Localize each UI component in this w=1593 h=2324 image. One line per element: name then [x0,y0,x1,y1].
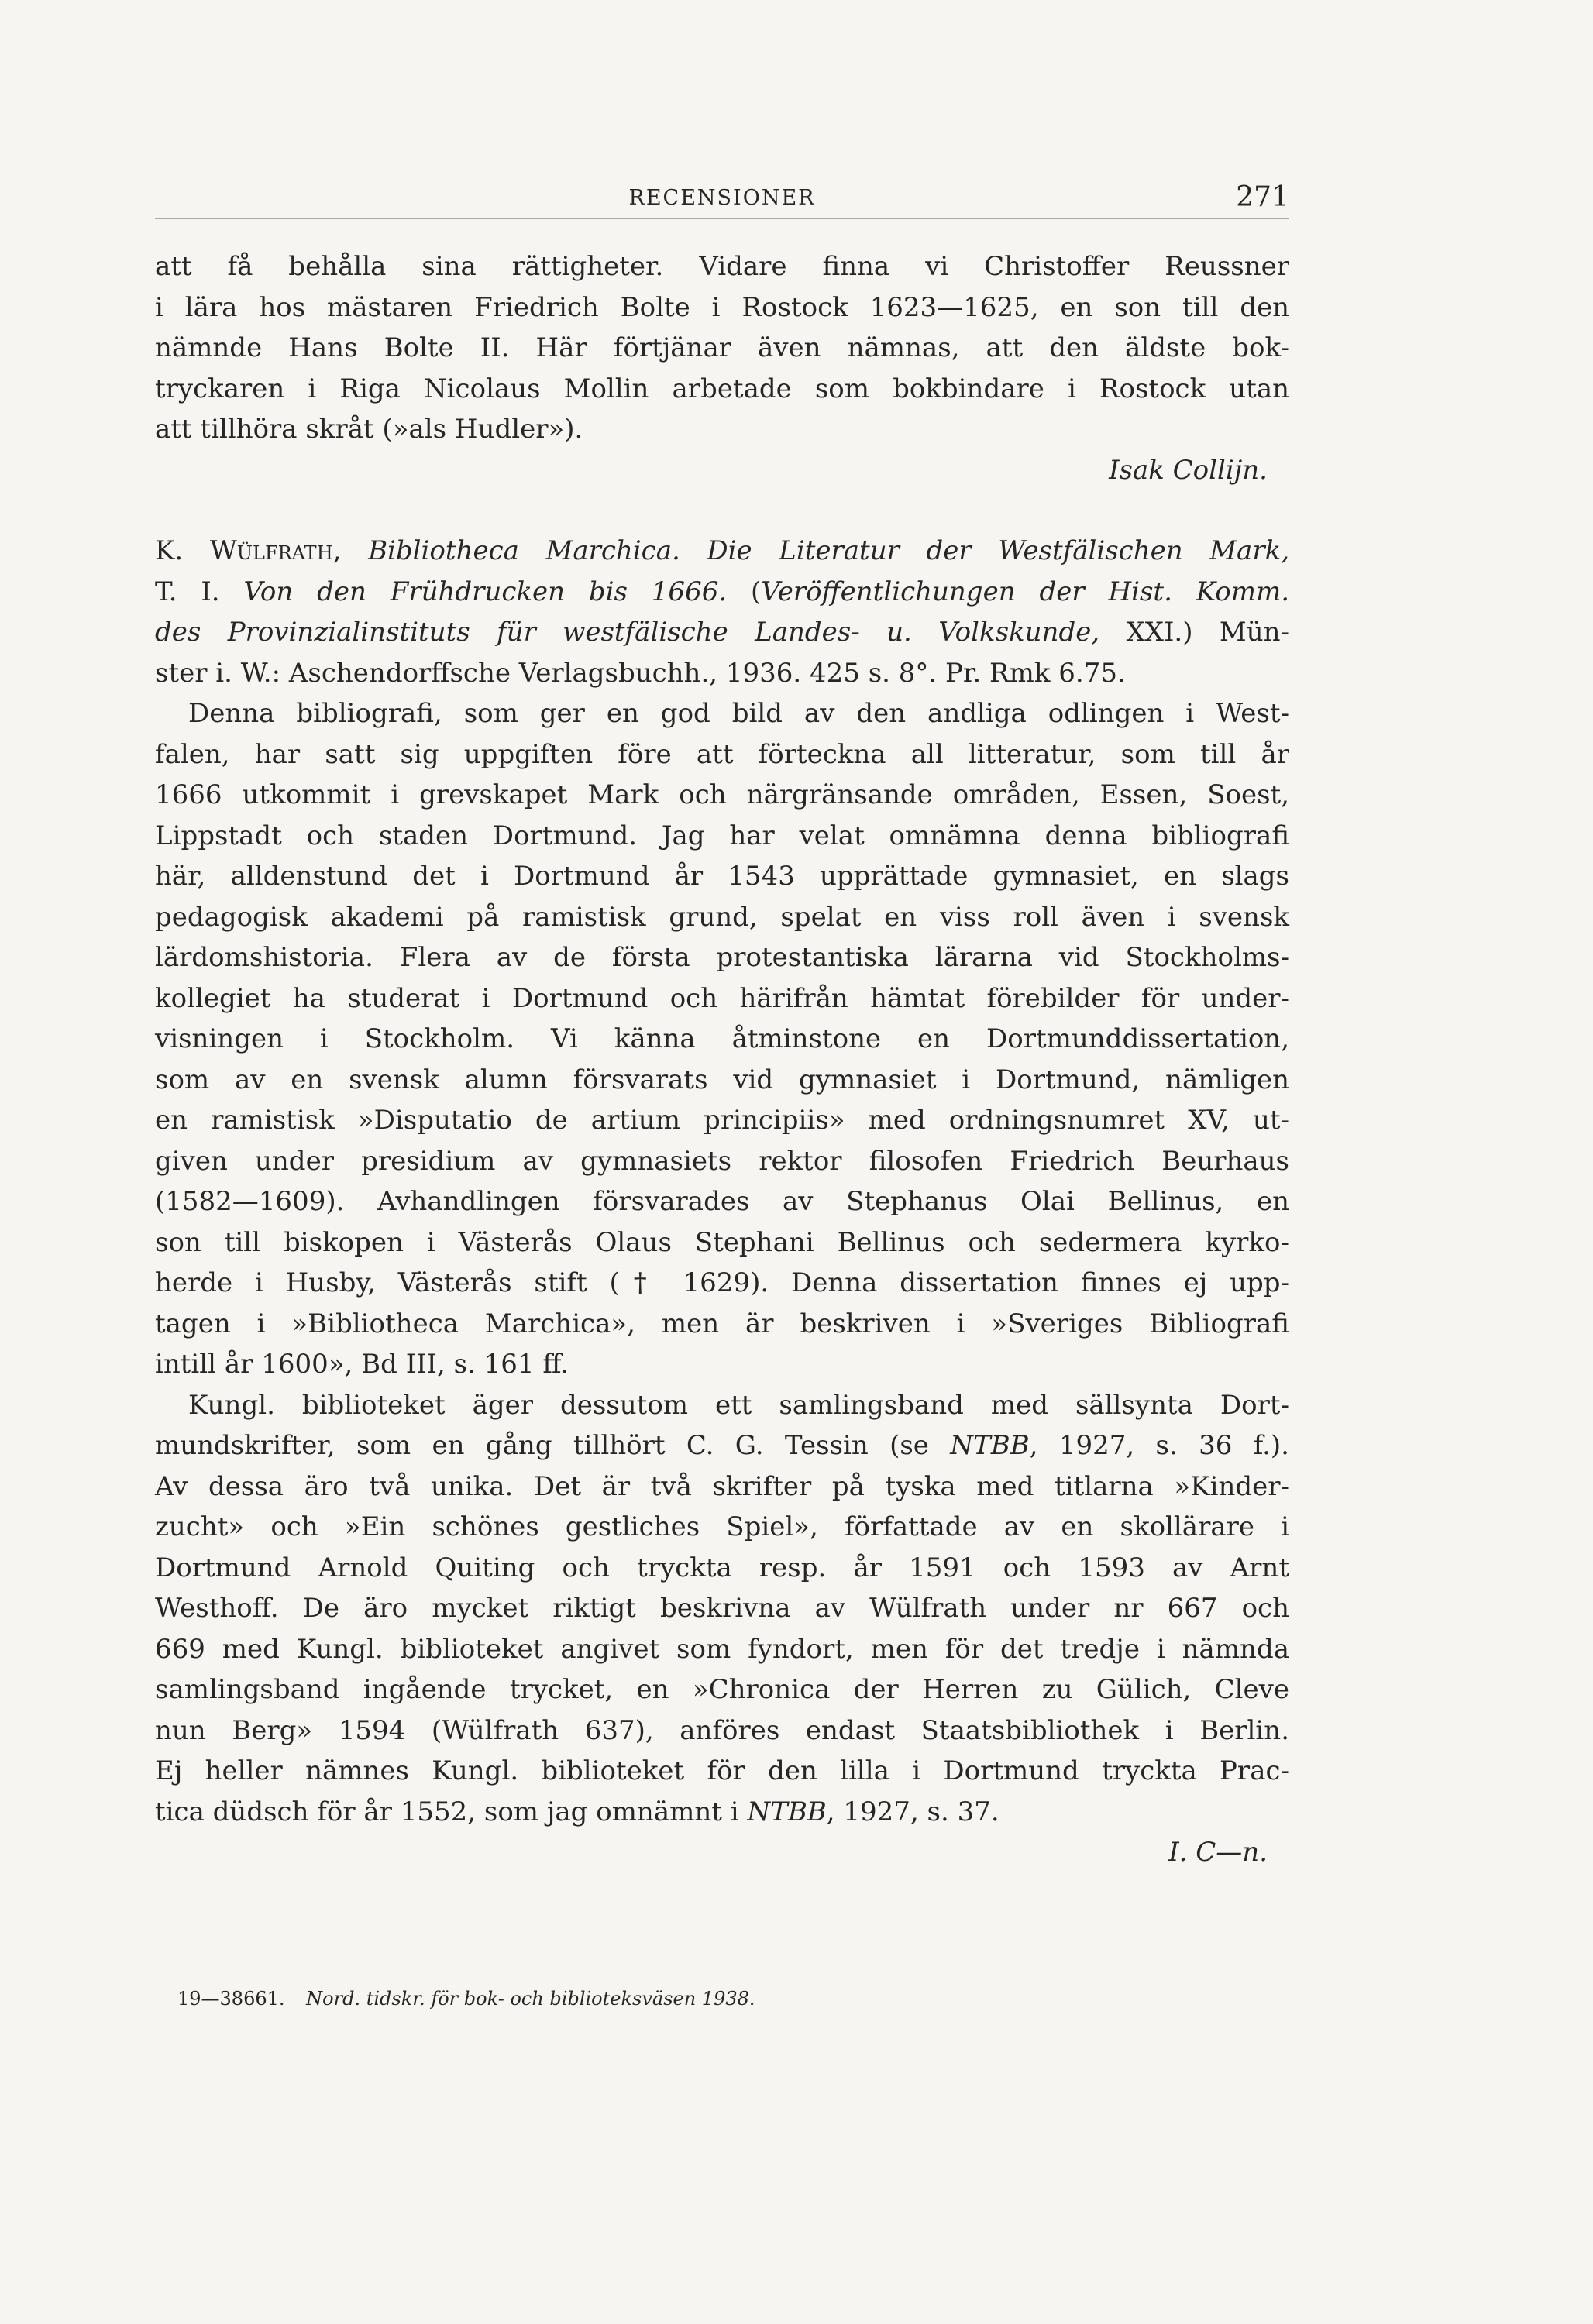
text-line: Kungl. biblioteket äger dessutom ett samlingsband med sällsynta Dort- [188,1389,1289,1421]
journal-abbrev: NTBB [747,1796,827,1827]
text-line: tryckaren i Riga Nicolaus Mollin arbetade som bokbindare i Rostock utan [155,373,1289,404]
text-line: herde i Husby, Västerås stift († 1629). Denna dissertation finnes ej upp- [155,1267,1289,1298]
imprint-line: ster i. W.: Aschendorffsche Verlagsbuchh., 1936. 425 s. 8°. Pr. Rmk 6.75. [155,657,1126,689]
running-header [155,181,1289,220]
text-line: nun Berg» 1594 (Wülfrath 637), anföres endast Staatsbibliothek i Berlin. [155,1714,1289,1746]
text-line: 669 med Kungl. biblioteket angivet som fyndort, men för det tredje i nämnda [155,1633,1289,1665]
book-title: Bibliotheca Marchica. Die Literatur der Westfälischen Mark, [368,535,1289,566]
text-line: att få behålla sina rättigheter. Vidare finna vi Christoffer Reussner [155,251,1289,282]
text-run: mundskrifter, som en gång tillhört C. G. Tessin (se [155,1430,951,1461]
text-line: 1666 utkommit i grevskapet Mark och närgränsande områden, Essen, Soest, [155,779,1289,810]
continued-review [155,246,1289,490]
review [155,531,1289,1873]
text-line: som av en svensk alumn försvarats vid gymnasiet i Dortmund, nämligen [155,1064,1289,1095]
text-line: här, alldenstund det i Dortmund år 1543 upprättade gymnasiet, en slags [155,861,1289,892]
text-line [155,1792,1289,1833]
text-line: kollegiet ha studerat i Dortmund och härifrån hämtat förebilder för under- [155,982,1289,1014]
text-line: Lippstadt och staden Dortmund. Jag har velat omnämna denna bibliografi [155,820,1289,851]
header-rule [155,218,1289,219]
section-title: RECENSIONER [628,186,816,210]
text-line: falen, har satt sig uppgiften före att förteckna all litteratur, som till år [155,738,1289,770]
bibliographic-citation [155,531,1289,693]
page-footer [177,1988,755,2009]
text-line: zucht» och »Ein schönes gestliches Spiel», författade av en skollärare i [155,1511,1289,1542]
text-run: , 1927, s. 36 f.). [1029,1430,1289,1461]
text-line: Av dessa äro två unika. Det är två skrifter på tyska med titlarna »Kinder- [155,1470,1289,1502]
text-line: lärdomshistoria. Flera av de första protestantiska lärarna vid Stockholms- [155,942,1289,973]
text-line: samlingsband ingående trycket, en »Chronica der Herren zu Gülich, Cleve [155,1674,1289,1705]
text-run: , 1927, s. 37. [826,1796,999,1827]
review-paragraph [155,693,1289,1385]
text-line: i lära hos mästaren Friedrich Bolte i Rostock 1623—1625, en son till den [155,291,1289,323]
text-run: tica düdsch för år 1552, som jag omnämnt i [155,1796,748,1827]
author-initial: K. [155,535,210,566]
text-line: tagen i »Bibliotheca Marchica», men är beskriven i »Sveriges Bibliografi [155,1308,1289,1339]
author-name: Wülfrath [209,535,333,566]
text-line: given under presidium av gymnasiets rektor filosofen Friedrich Beurhaus [155,1145,1289,1177]
text-line: (1582—1609). Avhandlingen försvarades av Stephanus Olai Bellinus, en [155,1186,1289,1217]
text-line: visningen i Stockholm. Vi känna åtminstone en Dortmunddissertation, [155,1023,1289,1054]
text-line: en ramistisk »Disputatio de artium principiis» med ordningsnumret XV, ut- [155,1105,1289,1136]
paren: ( [751,576,762,607]
signature: I. C—n. [1168,1837,1268,1868]
text-line: Ej heller nämnes Kungl. biblioteket för den lilla i Dortmund tryckta Prac- [155,1755,1289,1786]
text-line: pedagogisk akademi på ramistisk grund, spelat en viss roll även i svensk [155,901,1289,933]
text-line: Denna bibliografi, som ger en god bild av den andliga odlingen i West- [188,698,1289,729]
series-title: Veröffentlichungen der Hist. Komm. [761,576,1290,607]
publication-line: Nord. tidskr. för bok- och biblioteksväsen 1938. [306,1988,755,2009]
citation-line: K. Wülfrath, Bibliotheca Marchica. Die Literatur der Westfälischen Mark, [155,535,1289,566]
text-line: nämnde Hans Bolte II. Här förtjänar även nämnas, att den äldste bok- [155,332,1289,363]
text-line: Dortmund Arnold Quiting och tryckta resp. år 1591 och 1593 av Arnt [155,1552,1289,1583]
text-line: Westhoff. De äro mycket riktigt beskrivna av Wülfrath under nr 667 och [155,1593,1289,1624]
volume: T. I. [155,576,220,607]
citation-line [155,612,1289,653]
text-line: son till biskopen i Västerås Olaus Stephani Bellinus och sedermera kyrko- [155,1226,1289,1258]
page-number: 271 [1236,181,1289,213]
review-paragraph [155,1385,1289,1833]
text-line: intill år 1600», Bd III, s. 161 ff. [155,1349,569,1380]
subtitle: Von den Frühdrucken bis 1666. [243,576,728,607]
printer-code: 19—38661. [177,1988,285,2009]
citation-line [155,572,1289,613]
series-title-continued: des Provinzialinstituts für westfälische Landes- u. Volkskunde, [155,617,1100,648]
text-line: att tillhöra skråt (»als Hudler»). [155,414,583,445]
journal-abbrev: NTBB [950,1430,1030,1461]
signature: Isak Collijn. [1109,454,1268,486]
series-number: XXI.) Mün- [1126,617,1289,648]
text-line [155,1425,1289,1466]
